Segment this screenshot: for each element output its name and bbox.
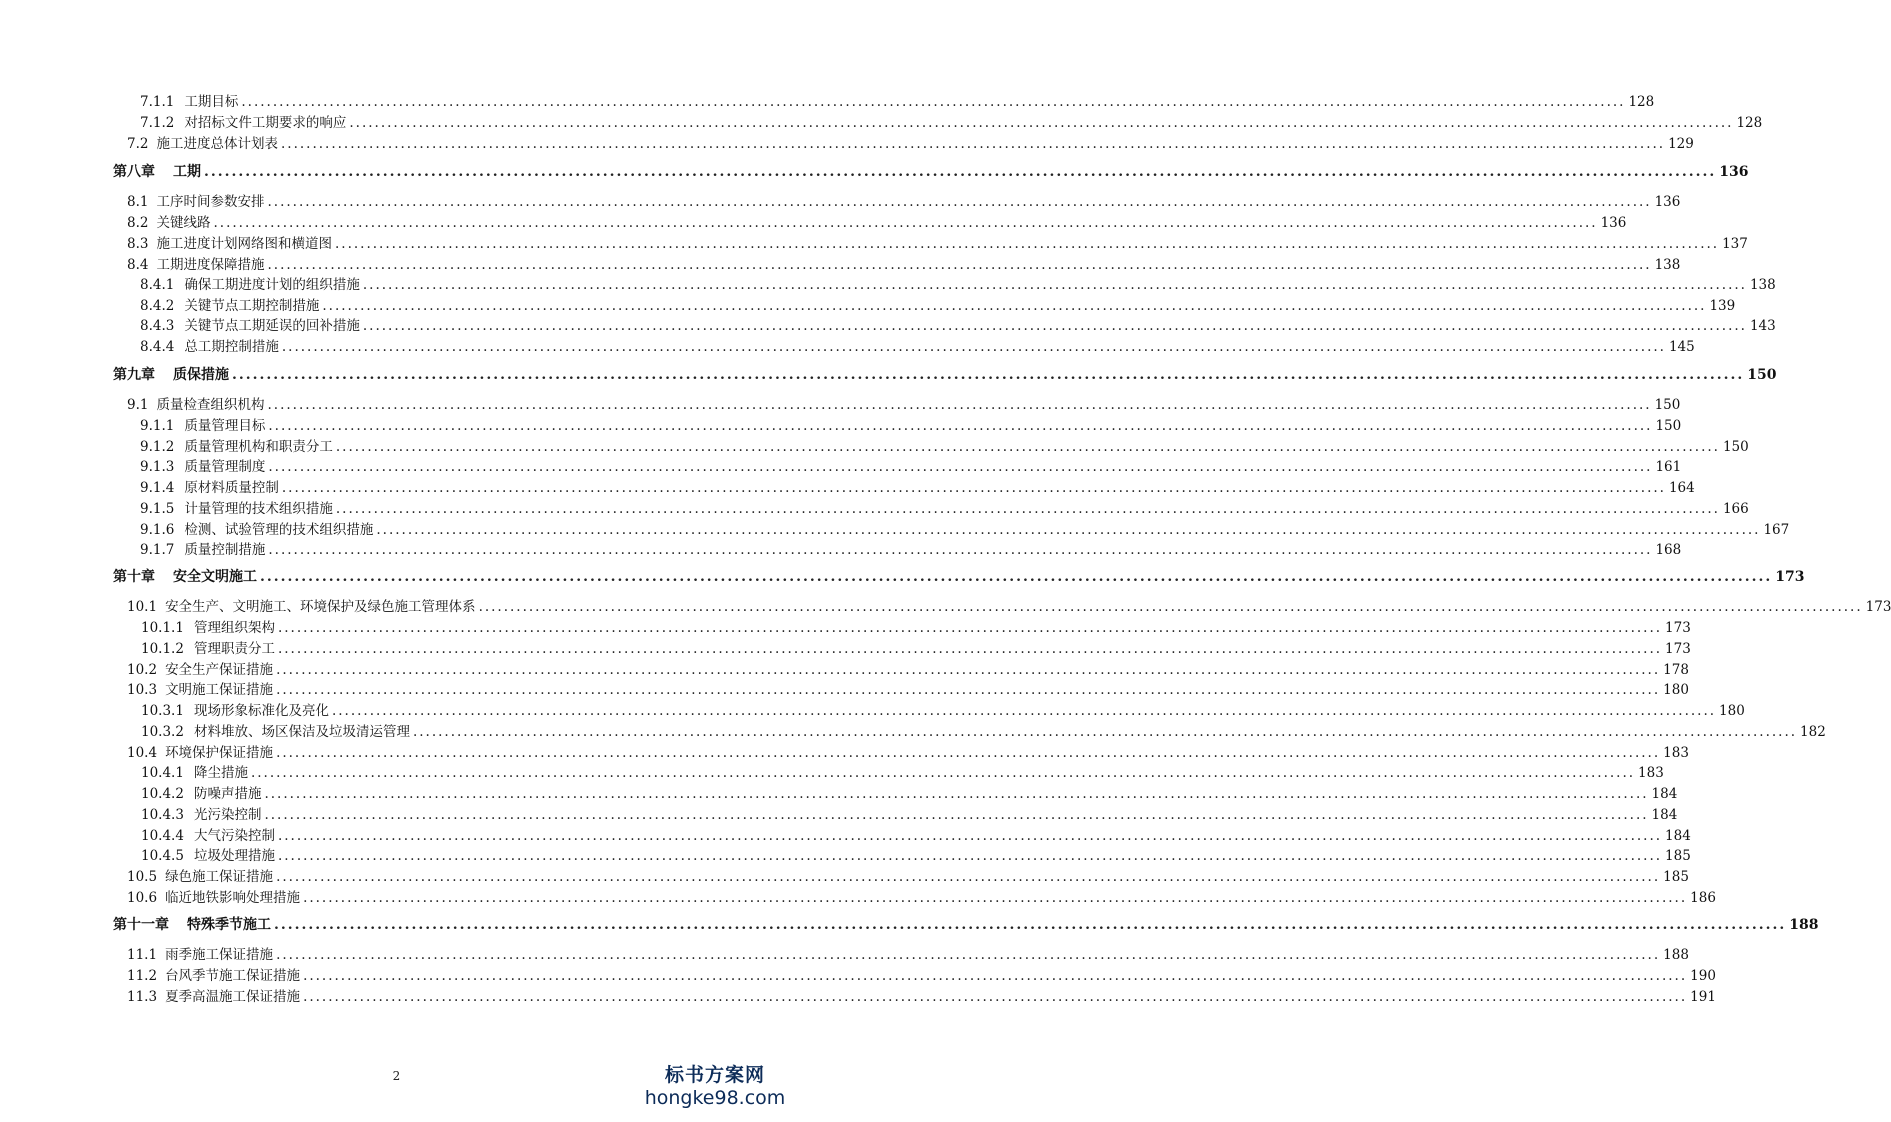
toc-entry-number: 10.5 [127, 869, 158, 885]
toc-entry-page: 182 [1800, 724, 1826, 740]
toc-entry[interactable] [140, 518, 1790, 538]
toc-leader-dots: ............................................................................................................................................................................................................................ [276, 869, 1661, 885]
toc-entry-page: 180 [1663, 682, 1689, 698]
toc-entry-number: 9.1.5 [140, 501, 175, 517]
toc-leader-dots: ............................................................................................................................................................................................................................ [241, 94, 1626, 110]
toc-entry[interactable] [141, 844, 1691, 864]
toc-entry-title: 文明施工保证措施 [165, 682, 274, 698]
toc-entry[interactable] [127, 190, 1681, 210]
toc-leader-dots: ............................................................................................................................................................................................................................ [276, 745, 1661, 761]
toc-entry-title: 大气污染控制 [193, 828, 275, 844]
toc-entry-number: 10.4.4 [141, 828, 184, 844]
toc-entry[interactable] [127, 132, 1694, 152]
toc-entry-page: 161 [1655, 459, 1682, 475]
toc-entry[interactable] [140, 314, 1776, 334]
toc-entry-page: 143 [1749, 318, 1776, 334]
toc-entry-number: 11.1 [127, 947, 158, 963]
toc-entry-number: 10.3.1 [141, 703, 184, 719]
toc-entry-page: 166 [1722, 501, 1749, 517]
toc-leader-dots: ............................................................................................................................................................................................................................ [303, 989, 1688, 1005]
toc-entry-number: 第八章 [113, 164, 155, 180]
toc-leader-dots: ............................................................................................................................................................................................................................ [331, 703, 1717, 719]
toc-entry-title: 临近地铁影响处理措施 [165, 890, 301, 906]
toc-entry[interactable] [127, 886, 1716, 906]
toc-entry-number: 第十一章 [113, 917, 169, 933]
toc-entry[interactable] [140, 497, 1749, 517]
toc-leader-dots: ............................................................................................................................................................................................................................ [303, 968, 1688, 984]
toc-entry-title: 质量管理目标 [184, 418, 266, 434]
toc-entry-number: 10.4.1 [141, 765, 184, 781]
toc-entry-page: 136 [1719, 164, 1749, 180]
toc-entry-page: 164 [1668, 480, 1695, 496]
toc-entry-number: 9.1.2 [140, 439, 175, 455]
toc-entry-number: 10.3.2 [141, 724, 184, 740]
toc-entry-number: 9.1.1 [140, 418, 175, 434]
toc-entry[interactable] [127, 211, 1627, 231]
toc-entry-number: 8.4.3 [140, 318, 175, 334]
toc-entry-number: 10.4.2 [141, 786, 184, 802]
toc-leader-dots: ............................................................................................................................................................................................................................ [267, 397, 1652, 413]
toc-entry-title: 雨季施工保证措施 [165, 947, 274, 963]
toc-entry[interactable] [141, 782, 1678, 802]
toc-leader-dots: ............................................................................................................................................................................................................................ [267, 257, 1652, 273]
toc-entry-title: 质保措施 [173, 367, 229, 383]
toc-leader-dots: ............................................................................................................................................................................................................................ [335, 501, 1720, 517]
toc-leader-dots: ............................................................................................................................................................................................................................ [376, 522, 1761, 538]
toc-entry[interactable] [127, 943, 1689, 963]
toc-entry[interactable] [127, 393, 1681, 413]
toc-entry-number: 10.2 [127, 662, 158, 678]
toc-leader-dots: ............................................................................................................................................................................................................................ [362, 318, 1747, 334]
toc-entry-title: 关键节点工期延误的回补措施 [184, 318, 360, 334]
toc-entry[interactable] [127, 658, 1689, 678]
toc-entry[interactable] [127, 595, 1891, 615]
toc-entry-title: 绿色施工保证措施 [165, 869, 274, 885]
toc-entry-page: 129 [1668, 136, 1694, 152]
toc-entry[interactable] [140, 273, 1776, 293]
toc-entry[interactable] [140, 111, 1763, 131]
toc-entry-number: 8.4.4 [140, 339, 175, 355]
toc-entry-title: 检测、试验管理的技术组织措施 [184, 522, 374, 538]
toc-entry[interactable] [141, 824, 1691, 844]
toc-entry[interactable] [127, 865, 1689, 885]
toc-leader-dots: ............................................................................................................................................................................................................................ [412, 724, 1798, 740]
toc-entry-title: 质量控制措施 [184, 542, 266, 558]
toc-entry-number: 11.3 [127, 989, 158, 1005]
toc-entry[interactable] [140, 335, 1695, 355]
toc-entry[interactable] [127, 964, 1716, 984]
toc-entry-title: 关键线路 [156, 215, 211, 231]
toc-entry-page: 150 [1654, 397, 1681, 413]
toc-entry-title: 夏季高温施工保证措施 [165, 989, 301, 1005]
toc-entry-title: 施工进度计划网络图和横道图 [156, 236, 332, 252]
toc-entry-title: 降尘措施 [193, 765, 248, 781]
toc-entry-number: 8.4.1 [140, 277, 175, 293]
toc-entry-title: 管理职责分工 [193, 641, 275, 657]
toc-entry-number: 7.2 [127, 136, 149, 152]
toc-entry[interactable] [127, 741, 1689, 761]
watermark-logo [640, 1063, 790, 1109]
toc-leader-dots: ............................................................................................................................................................................................................................ [334, 236, 1720, 252]
toc-entry-title: 垃圾处理措施 [193, 848, 275, 864]
toc-entry[interactable] [140, 414, 1682, 434]
toc-entry[interactable] [140, 90, 1655, 110]
toc-entry-page: 184 [1651, 786, 1678, 802]
toc-leader-dots: ............................................................................................................................................................................................................................ [281, 480, 1666, 496]
toc-leader-dots: ............................................................................................................................................................................................................................ [250, 765, 1636, 781]
toc-leader-dots: ............................................................................................................................................................................................................................ [303, 890, 1688, 906]
toc-entry-title: 质量管理制度 [184, 459, 266, 475]
toc-entry-page: 173 [1865, 599, 1891, 615]
toc-entry-title: 计量管理的技术组织措施 [184, 501, 333, 517]
toc-entry[interactable] [140, 538, 1682, 558]
toc-entry[interactable] [141, 720, 1826, 740]
toc-entry-title: 工期目标 [184, 94, 239, 110]
toc-entry-page: 137 [1722, 236, 1748, 252]
toc-entry[interactable] [127, 985, 1716, 1005]
toc-entry[interactable] [140, 435, 1749, 455]
toc-entry-number: 9.1.3 [140, 459, 175, 475]
toc-entry-page: 183 [1663, 745, 1689, 761]
toc-entry-page: 167 [1763, 522, 1790, 538]
toc-entry[interactable] [140, 455, 1682, 475]
toc-leader-dots: ............................................................................................................................................................................................................................ [213, 215, 1598, 231]
toc-entry[interactable] [127, 232, 1748, 252]
toc-entry-title: 工期 [173, 164, 201, 180]
watermark-url-text: hongke98.com [644, 1087, 786, 1109]
toc-entry-page: 185 [1663, 869, 1689, 885]
toc-leader-dots: ............................................................................................................................................................................................................................ [277, 828, 1663, 844]
toc-entry-page: 180 [1719, 703, 1745, 719]
toc-entry-number: 9.1 [127, 397, 149, 413]
toc-leader-dots: ............................................................................................................................................................................................................................ [280, 136, 1666, 152]
toc-leader-dots: ............................................................................................................................................................................................................................ [322, 298, 1707, 314]
toc-entry[interactable] [113, 161, 1749, 181]
toc-leader-dots: ............................................................................................................................................................................................................................ [264, 786, 1649, 802]
toc-entry-page: 150 [1722, 439, 1749, 455]
toc-entry-number: 第十章 [113, 569, 155, 585]
toc-entry-page: 173 [1775, 569, 1805, 585]
toc-entry-title: 安全文明施工 [173, 569, 257, 585]
toc-leader-dots: ............................................................................................................................................................................................................................ [277, 641, 1663, 657]
toc-entry-page: 138 [1749, 277, 1776, 293]
toc-entry-number: 7.1.2 [140, 115, 175, 131]
toc-entry-page: 136 [1600, 215, 1627, 231]
toc-entry-title: 质量检查组织机构 [156, 397, 265, 413]
toc-entry-number: 10.1.1 [141, 620, 184, 636]
toc-entry-number: 第九章 [113, 367, 155, 383]
toc-entry-number: 10.1.2 [141, 641, 184, 657]
toc-entry-page: 150 [1655, 418, 1682, 434]
toc-leader-dots: ............................................................................................................................................................................................................................ [274, 917, 1787, 933]
toc-entry-number: 10.4.5 [141, 848, 184, 864]
toc-entry[interactable] [127, 678, 1689, 698]
toc-entry-title: 工序时间参数安排 [156, 194, 265, 210]
toc-entry-title: 施工进度总体计划表 [156, 136, 278, 152]
toc-entry-title: 关键节点工期控制措施 [184, 298, 320, 314]
toc-entry-title: 防噪声措施 [193, 786, 262, 802]
toc-entry-page: 185 [1665, 848, 1691, 864]
toc-leader-dots: ............................................................................................................................................................................................................................ [349, 115, 1734, 131]
toc-entry-page: 138 [1654, 257, 1681, 273]
toc-entry-page: 173 [1665, 620, 1691, 636]
toc-leader-dots: ............................................................................................................................................................................................................................ [281, 339, 1666, 355]
toc-entry[interactable] [141, 616, 1691, 636]
toc-entry[interactable] [140, 294, 1736, 314]
toc-leader-dots: ............................................................................................................................................................................................................................ [260, 569, 1773, 585]
toc-entry-page: 188 [1663, 947, 1689, 963]
toc-entry-title: 光污染控制 [193, 807, 262, 823]
toc-leader-dots: ............................................................................................................................................................................................................................ [264, 807, 1649, 823]
toc-entry-title: 原材料质量控制 [184, 480, 279, 496]
toc-entry-title: 管理组织架构 [193, 620, 275, 636]
toc-entry[interactable] [141, 761, 1664, 781]
toc-entry-page: 128 [1628, 94, 1655, 110]
toc-leader-dots: ............................................................................................................................................................................................................................ [267, 194, 1652, 210]
toc-entry[interactable] [113, 914, 1819, 934]
toc-entry[interactable] [113, 566, 1805, 586]
toc-leader-dots: ............................................................................................................................................................................................................................ [277, 848, 1663, 864]
toc-entry-page: 191 [1690, 989, 1716, 1005]
toc-entry-title: 总工期控制措施 [184, 339, 279, 355]
toc-entry-title: 确保工期进度计划的组织措施 [184, 277, 360, 293]
toc-entry-page: 128 [1736, 115, 1763, 131]
toc-entry-number: 8.3 [127, 236, 149, 252]
toc-entry-number: 8.1 [127, 194, 149, 210]
toc-entry-title: 工期进度保障措施 [156, 257, 265, 273]
page-number: 2 [392, 1069, 401, 1083]
toc-entry-title: 台风季节施工保证措施 [165, 968, 301, 984]
toc-entry-number: 10.4 [127, 745, 158, 761]
toc-entry[interactable] [140, 476, 1695, 496]
toc-leader-dots: ............................................................................................................................................................................................................................ [277, 620, 1663, 636]
toc-entry-title: 对招标文件工期要求的响应 [184, 115, 347, 131]
toc-leader-dots: ............................................................................................................................................................................................................................ [478, 599, 1863, 615]
toc-entry-page: 188 [1789, 917, 1819, 933]
toc-entry-page: 136 [1654, 194, 1681, 210]
toc-entry-title: 质量管理机构和职责分工 [184, 439, 333, 455]
toc-entry-number: 11.2 [127, 968, 158, 984]
toc-leader-dots: ............................................................................................................................................................................................................................ [335, 439, 1720, 455]
toc-entry-number: 9.1.4 [140, 480, 175, 496]
toc-entry-number: 9.1.7 [140, 542, 175, 558]
watermark-cn-text: 标书方案网 [664, 1064, 765, 1086]
toc-leader-dots: ............................................................................................................................................................................................................................ [268, 542, 1653, 558]
toc-entry-title: 材料堆放、场区保洁及垃圾清运管理 [193, 724, 410, 740]
toc-entry-number: 8.4.2 [140, 298, 175, 314]
toc-entry-number: 8.4 [127, 257, 149, 273]
toc-leader-dots: ............................................................................................................................................................................................................................ [276, 682, 1661, 698]
toc-leader-dots: ............................................................................................................................................................................................................................ [268, 459, 1653, 475]
toc-entry-number: 9.1.6 [140, 522, 175, 538]
toc-entry[interactable] [141, 803, 1678, 823]
toc-entry-page: 178 [1663, 662, 1689, 678]
toc-leader-dots: ............................................................................................................................................................................................................................ [268, 418, 1653, 434]
toc-entry-page: 145 [1668, 339, 1695, 355]
toc-entry-page: 168 [1655, 542, 1682, 558]
toc-leader-dots: ............................................................................................................................................................................................................................ [276, 947, 1661, 963]
toc-entry-title: 安全生产、文明施工、环境保护及绿色施工管理体系 [165, 599, 476, 615]
toc-leader-dots: ............................................................................................................................................................................................................................ [276, 662, 1661, 678]
toc-entry-number: 7.1.1 [140, 94, 175, 110]
toc-entry-page: 150 [1747, 367, 1777, 383]
toc-leader-dots: ............................................................................................................................................................................................................................ [232, 367, 1745, 383]
toc-entry-page: 186 [1690, 890, 1716, 906]
toc-entry-title: 特殊季节施工 [187, 917, 271, 933]
toc-entry-page: 139 [1709, 298, 1736, 314]
toc-entry-page: 184 [1651, 807, 1678, 823]
toc-entry[interactable] [141, 699, 1745, 719]
toc-entry[interactable] [113, 364, 1777, 384]
toc-entry-page: 184 [1665, 828, 1691, 844]
toc-entry-number: 10.1 [127, 599, 158, 615]
toc-leader-dots: ............................................................................................................................................................................................................................ [362, 277, 1747, 293]
toc-entry-number: 10.6 [127, 890, 158, 906]
toc-entry-title: 环境保护保证措施 [165, 745, 274, 761]
toc-entry[interactable] [141, 637, 1691, 657]
toc-entry-page: 173 [1665, 641, 1691, 657]
toc-entry[interactable] [127, 253, 1681, 273]
toc-entry-title: 安全生产保证措施 [165, 662, 274, 678]
toc-entry-number: 10.3 [127, 682, 158, 698]
toc-entry-number: 10.4.3 [141, 807, 184, 823]
toc-leader-dots: ............................................................................................................................................................................................................................ [204, 164, 1717, 180]
toc-entry-title: 现场形象标准化及亮化 [193, 703, 329, 719]
toc-entry-number: 8.2 [127, 215, 149, 231]
toc-entry-page: 183 [1638, 765, 1664, 781]
toc-entry-page: 190 [1690, 968, 1716, 984]
